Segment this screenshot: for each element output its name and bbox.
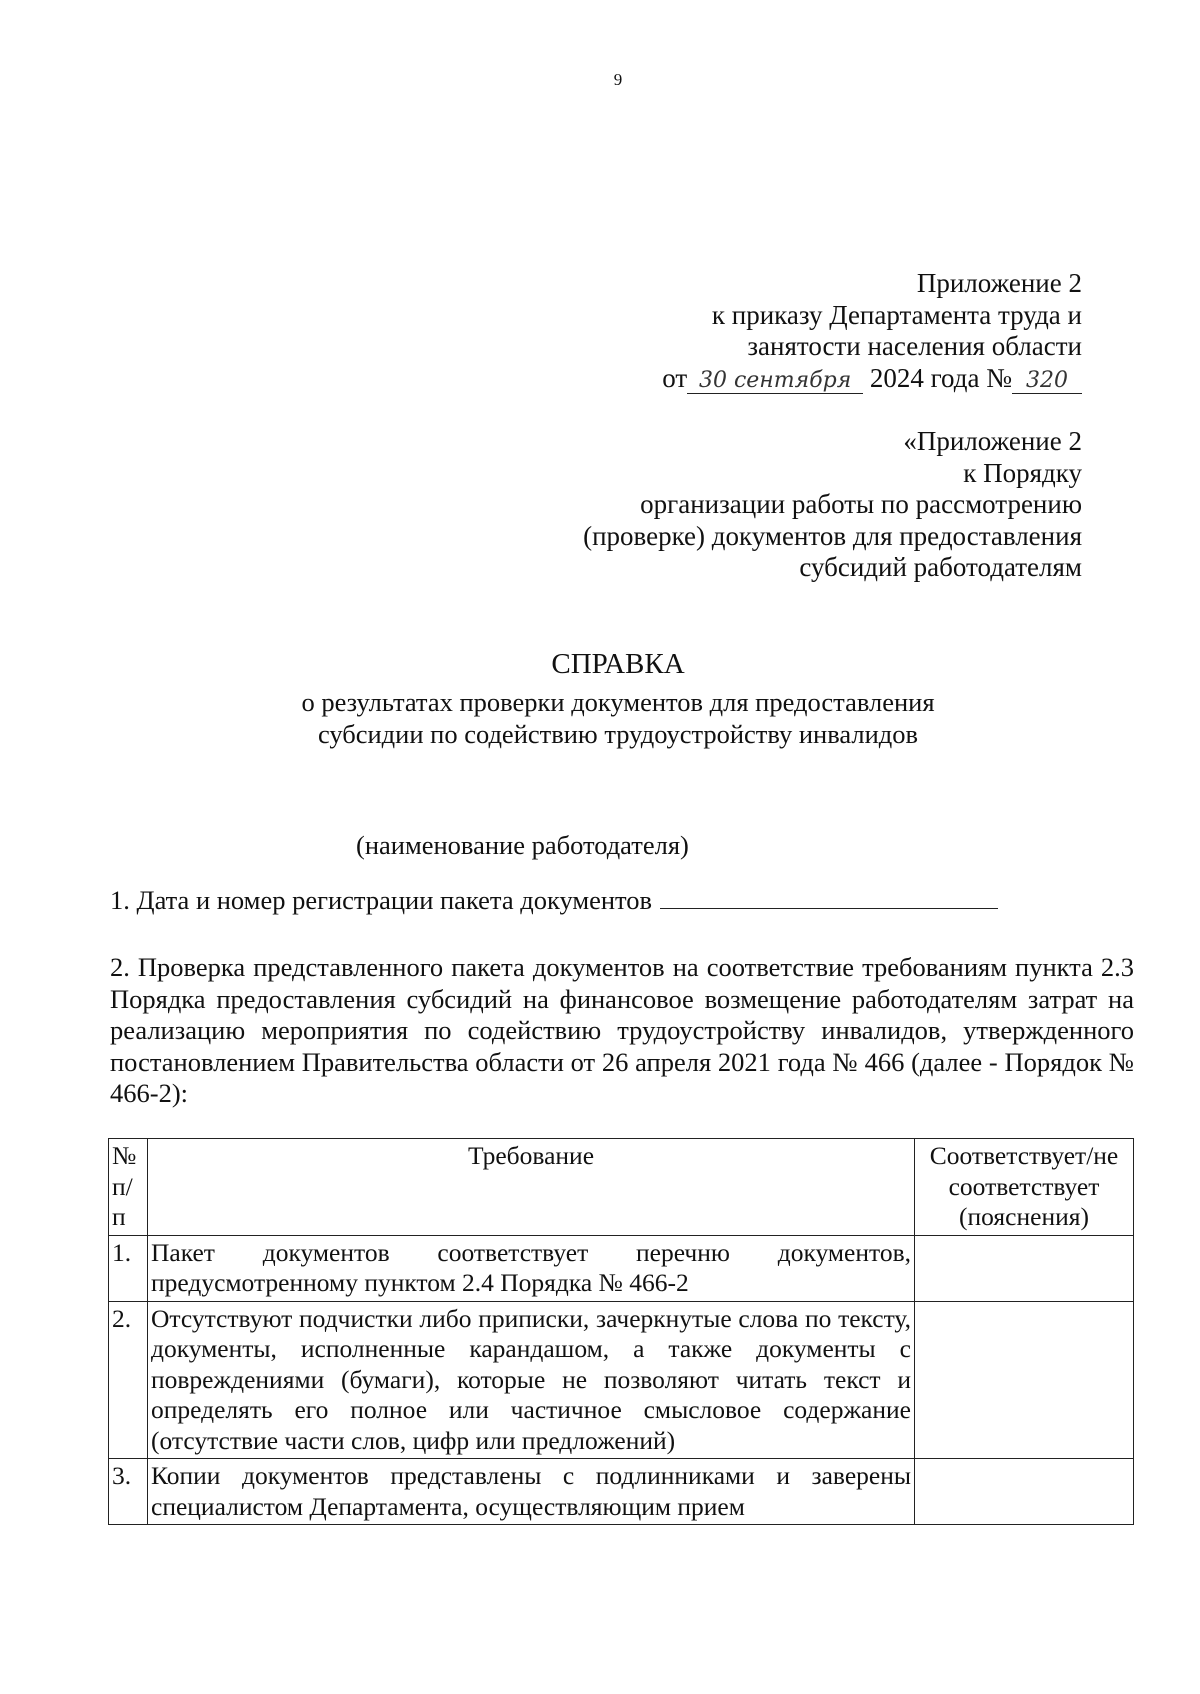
- from-prefix: от: [662, 362, 688, 393]
- inner-appendix-line-4: (проверке) документов для предоставления: [583, 520, 1082, 551]
- requirements-table: [108, 1138, 1134, 1525]
- page-number: 9: [613, 70, 623, 89]
- appendix-date-line: [662, 363, 1082, 395]
- subtitle-line-1: о результатах проверки документов для предоставления: [301, 687, 935, 717]
- table-row: [109, 1235, 1134, 1301]
- document-subtitle: [0, 686, 1200, 750]
- appendix-header: [662, 268, 1082, 394]
- item-1-text: 1. Дата и номер регистрации пакета документов: [110, 885, 653, 915]
- registration-blank-line: [660, 886, 998, 909]
- header-num: № п/п: [109, 1139, 148, 1236]
- inner-appendix-line-3: организации работы по рассмотрению: [640, 489, 1082, 519]
- document-title: СПРАВКА: [551, 648, 685, 680]
- row-compliance: [915, 1459, 1134, 1525]
- appendix-line-1: Приложение 2: [916, 268, 1082, 298]
- row-requirement: Копии документов представлены с подлинниками и заверены специалистом Департамента, осуществляющим прием: [148, 1459, 915, 1525]
- subtitle-line-2: субсидии по содействию трудоустройству инвалидов: [317, 719, 919, 749]
- table-header-row: [109, 1139, 1134, 1236]
- row-num: 2.: [109, 1301, 148, 1459]
- inner-appendix-line-5: субсидий работодателям: [799, 552, 1082, 582]
- row-compliance: [915, 1235, 1134, 1301]
- year-text: 2024 года №: [869, 362, 1012, 393]
- table-row: [109, 1301, 1134, 1459]
- row-requirement: Отсутствуют подчистки либо приписки, зачеркнутые слова по тексту, документы, исполненные карандашом, а также документы с повреждениями (бумаги), которые не позволяют читать текст и определять его полное или частичное смысловое содержание (отсутствие части слов, цифр или предложений): [148, 1301, 915, 1459]
- appendix-line-3: занятости населения области: [747, 331, 1082, 361]
- row-num: 1.: [109, 1235, 148, 1301]
- inner-appendix-line-1: «Приложение 2: [903, 426, 1082, 456]
- handwritten-date: 30 сентября: [687, 369, 863, 394]
- item-1-registration: [110, 885, 998, 916]
- handwritten-number: 320: [1012, 369, 1082, 394]
- inner-appendix-header: [583, 426, 1082, 584]
- header-compliance: Соответствует/не соответствует (пояснения): [915, 1139, 1134, 1236]
- row-requirement: Пакет документов соответствует перечню документов, предусмотренному пунктом 2.4 Порядка № 466-2: [148, 1235, 915, 1301]
- row-num: 3.: [109, 1459, 148, 1525]
- item-2-paragraph: 2. Проверка представленного пакета документов на соответствие требованиям пункта 2.3 Порядка предоставления субсидий на финансовое возмещение работодателям затрат на реализацию мероприятия по содействию трудоустройству инвалидов, утвержденного постановлением Правительства области от 26 апреля 2021 года № 466 (далее - Порядок № 466-2):: [110, 952, 1134, 1108]
- appendix-line-2: к приказу Департамента труда и: [711, 299, 1082, 330]
- inner-appendix-line-2: к Порядку: [963, 457, 1082, 488]
- employer-label: (наименование работодателя): [356, 830, 689, 860]
- header-requirement: Требование: [148, 1139, 915, 1236]
- row-compliance: [915, 1301, 1134, 1459]
- table-row: [109, 1459, 1134, 1525]
